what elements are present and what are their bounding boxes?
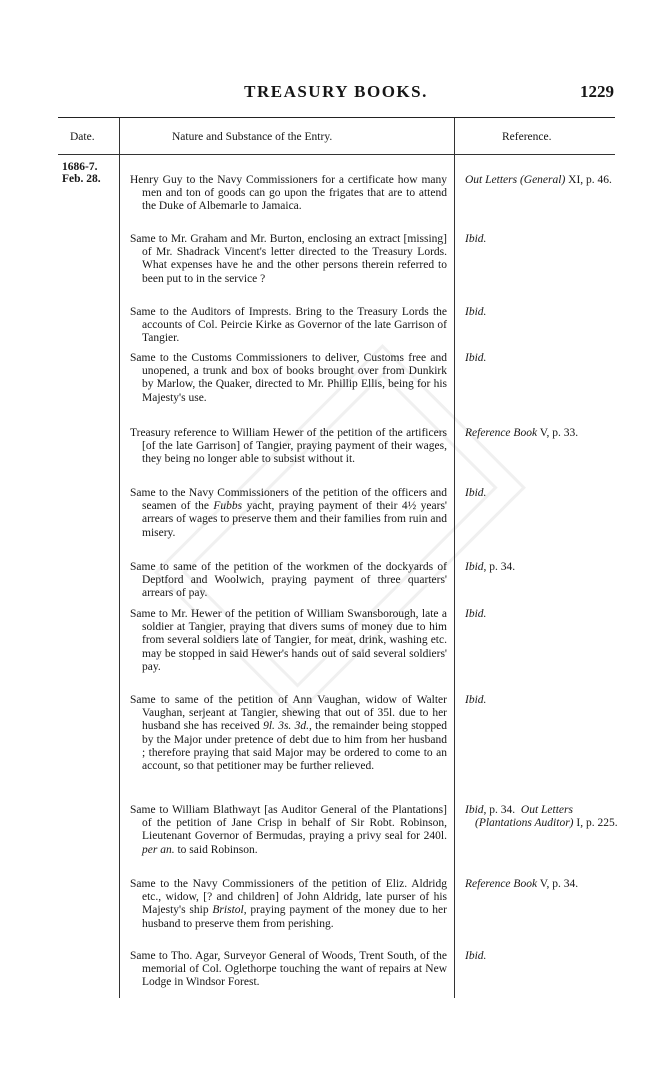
ref-rest: V, p. 34. <box>537 878 579 890</box>
ref-italic: Ibid <box>465 561 484 573</box>
entry-text: Same to Tho. Agar, Surveyor General of Woods, Trent South, of the memorial of Col. Oglethorpe touching the want of repairs at New Lodge in Windsor Forest. <box>130 950 447 989</box>
ship-name: Bristol <box>212 904 244 917</box>
entry-text: Same to Mr. Graham and Mr. Burton, enclosing an extract [missing] of Mr. Shadrack Vincent's letter directed to the Treasury Lords. What expenses have he and the other persons therein referred to been put to in the service ? <box>130 233 447 285</box>
entry-text: Henry Guy to the Navy Commissioners for a certificate how many men and ton of goods can go upon the frigates that are to attend the Duke of Albemarle to Jamaica. <box>130 174 447 213</box>
ref-italic: Ibid. <box>465 694 487 706</box>
amount: 9l. 3s. 3d. <box>263 720 309 733</box>
entry-text: Same to Mr. Hewer of the petition of William Swansborough, late a soldier at Tangier, praying that divers sums of money due to him from several soldiers late of Tangier, for meat, drink, washing etc. may be stopped in said Hewer's hands out of said several soldiers' pay. <box>130 608 447 673</box>
entry-reference <box>465 427 620 440</box>
entry-reference <box>465 694 620 707</box>
column-divider-left <box>119 118 120 998</box>
page-title: TREASURY BOOKS. <box>244 82 428 101</box>
entry-text-part: Same to same of the petition of Ann Vaughan, widow of Walter Vaughan, serjeant at Tangier, shewing that out of 35l. due to her husband she has received <box>130 694 447 733</box>
ref-rest-2: I, p. 225. <box>573 817 618 830</box>
entry-text <box>130 878 447 931</box>
entry-text-part: yacht, praying payment of their 4½ years' arrears of wages to preserve them and their families from ruin and misery. <box>142 500 447 539</box>
page-number: 1229 <box>580 82 614 101</box>
ref-rest: XI, p. 46. <box>565 174 612 186</box>
date-year: 1686-7. <box>62 161 98 173</box>
entry-reference <box>465 306 620 319</box>
column-divider-right <box>454 118 455 998</box>
ref-italic: Ibid. <box>465 487 487 499</box>
entry-text <box>130 804 447 857</box>
per-annum: per an. <box>142 843 175 856</box>
entry-text-part: to said Robinson. <box>174 843 258 856</box>
ref-rest: V, p. 33. <box>537 427 579 439</box>
entry-text: Same to the Auditors of Imprests. Bring to the Treasury Lords the accounts of Col. Peircie Kirke as Governor of the late Garrison of Tangier. <box>130 306 447 345</box>
header-rule <box>58 117 615 118</box>
entry-reference <box>465 487 620 500</box>
ref-rest: , p. 34. <box>483 561 516 573</box>
entry-text-part: Same to the Navy Commissioners of the petition of Eliz. Aldridg etc., widow, [? and children] of John Aldridg, late purser of his Majesty's ship <box>130 878 447 917</box>
entry-text-part: , the remainder being stopped by the Major under pretence of debt due to him from her husband ; therefore praying that said Major may be ordered to come to an account, so that petitioner may be further relieved. <box>142 720 447 773</box>
column-header-rule <box>58 154 615 155</box>
entry-text: Same to same of the petition of the workmen of the dockyards of Deptford and Woolwich, praying payment of three quarters' arrears of pay. <box>130 561 447 600</box>
entry-text: Treasury reference to William Hewer of the petition of the artificers [of the late Garrison] of Tangier, praying payment of their wages, they being no longer able to subsist without it. <box>130 427 447 466</box>
entry-text-part: Same to William Blathwayt [as Auditor General of the Plantations] of the petition of Jane Crisp in behalf of Sir Robt. Robinson, Lieutenant Governor of Bermudas, praying a privy seal for 240l. <box>130 804 447 843</box>
entry-reference <box>465 352 620 365</box>
entry-text <box>130 487 447 540</box>
entry-reference <box>465 804 620 830</box>
entry-reference <box>465 174 620 187</box>
entry-reference <box>465 950 620 963</box>
ref-italic: Ibid. <box>465 352 487 364</box>
ref-italic-2: Out Letters (Plantations Auditor) <box>475 804 574 830</box>
column-header-date: Date. <box>70 131 95 143</box>
ship-name: Fubbs <box>213 500 243 513</box>
entry-text <box>130 694 447 773</box>
entry-text-part: Same to the Navy Commissioners of the petition of the officers and seamen of the <box>130 487 447 513</box>
entry-text: Same to the Customs Commissioners to deliver, Customs free and unopened, a trunk and box of books brought over from Dunkirk by Marlow, the Quaker, directed to Mr. Phillip Ellis, being for his Majesty's use. <box>130 352 447 404</box>
entry-reference <box>465 608 620 621</box>
ref-italic: Ibid. <box>465 950 487 962</box>
ref-italic: Ibid. <box>465 233 487 245</box>
ref-rest: , p. 34. <box>483 804 516 816</box>
entry-reference <box>465 878 620 891</box>
ref-italic: Reference Book <box>465 878 538 890</box>
ref-italic: Ibid. <box>465 608 487 620</box>
column-header-reference: Reference. <box>502 131 552 143</box>
ref-italic: Ibid <box>465 804 484 816</box>
entry-reference <box>465 233 620 246</box>
ref-italic: Ibid. <box>465 306 487 318</box>
ref-italic: Reference Book <box>465 427 538 439</box>
entry-reference <box>465 561 620 574</box>
column-header-nature: Nature and Substance of the Entry. <box>172 131 333 143</box>
entry-text-part: , praying payment of the money due to her husband to preserve them from perishing. <box>142 904 447 930</box>
date-day: Feb. 28. <box>62 173 101 185</box>
ref-italic: Out Letters (General) <box>465 174 566 186</box>
